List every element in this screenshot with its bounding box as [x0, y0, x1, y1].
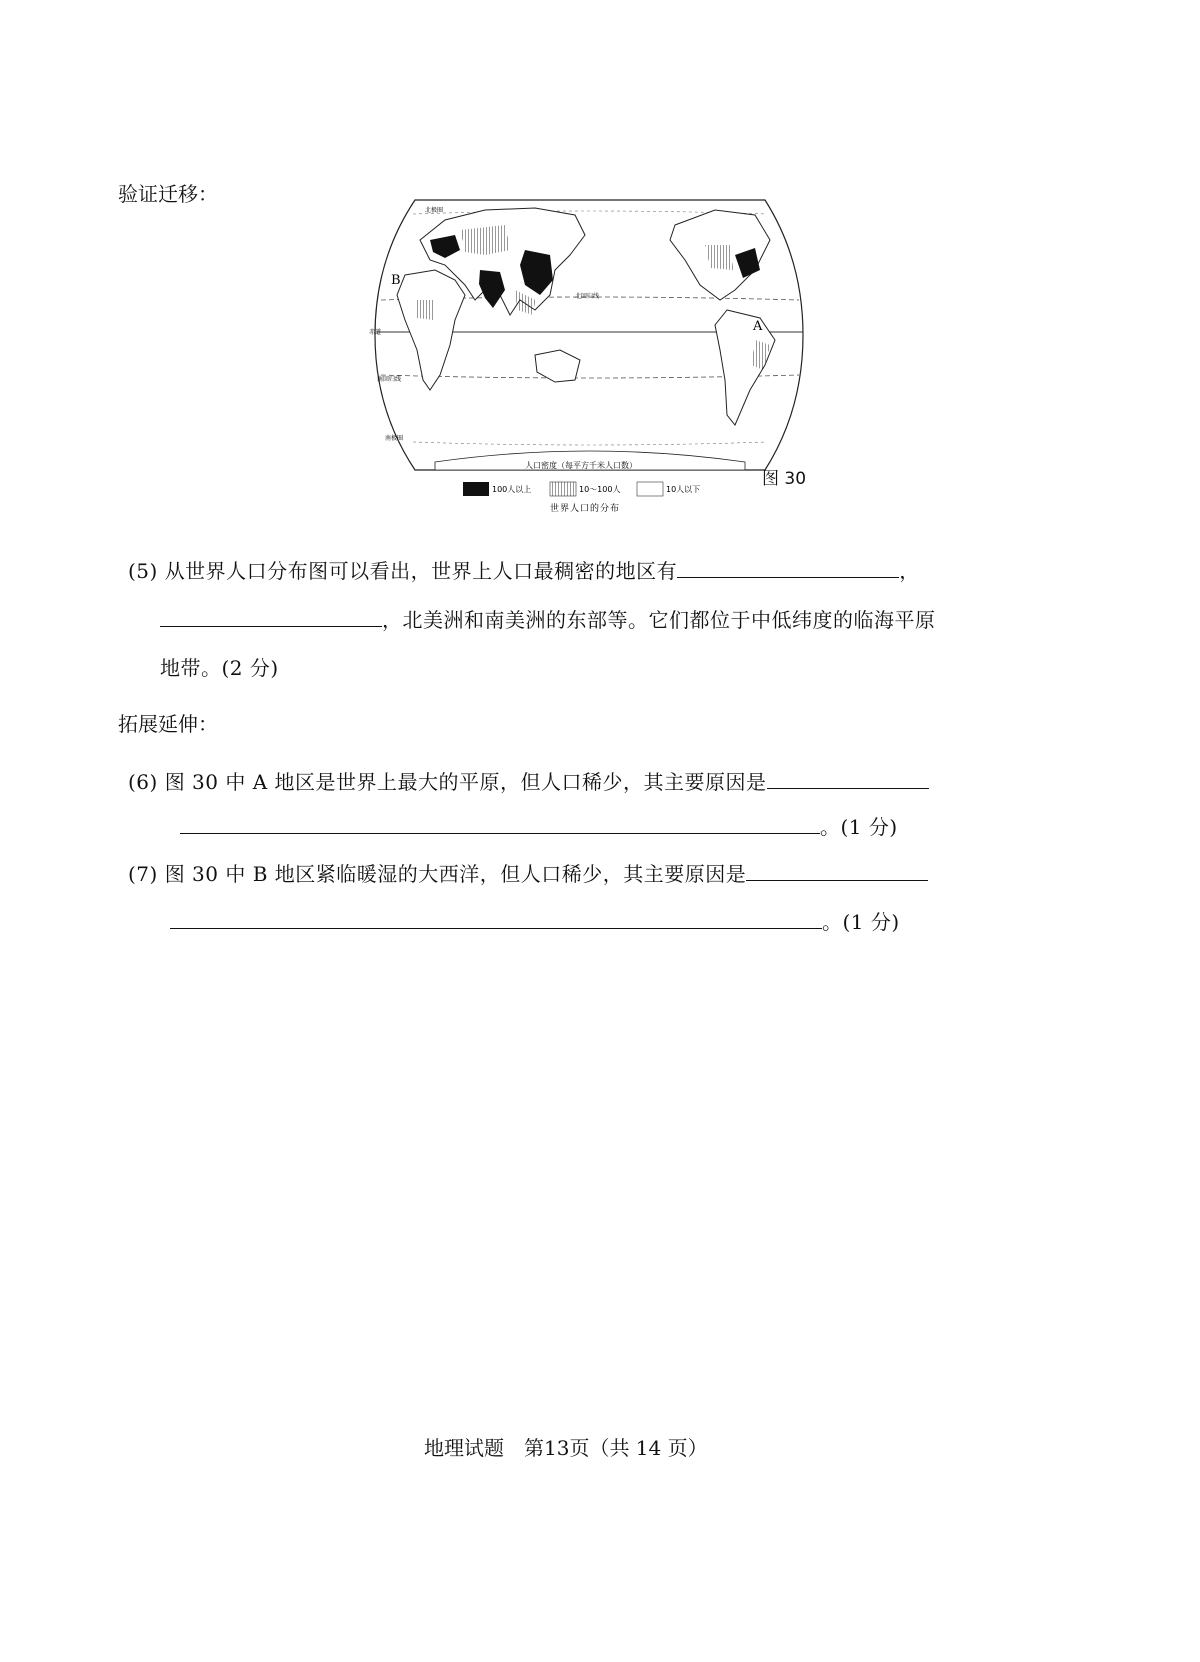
map-label-b: B [391, 273, 401, 288]
q7-answer-blank-2[interactable] [170, 908, 822, 929]
figure-number: 图 30 [762, 469, 807, 489]
legend-label-medium: 10～100人 [579, 485, 621, 494]
q7-prefix: (7) 图 30 中 B 地区紧临暖湿的大西洋，但人口稀少，其主要原因是 [128, 862, 747, 886]
map-caption: 世界人口的分布 [550, 504, 621, 514]
q5-suffix-2: ，北美洲和南美洲的东部等。它们都位于中低纬度的临海平原 [382, 608, 936, 632]
q6-answer-blank-1[interactable] [767, 768, 929, 789]
map-label-arctic-circle: 北极圈 [425, 207, 444, 214]
question-7-line-1 [128, 858, 928, 887]
map-label-a: A [753, 319, 763, 334]
q5-prefix: (5) 从世界人口分布图可以看出，世界上人口最稠密的地区有 [128, 559, 678, 583]
q6-answer-blank-2[interactable] [180, 813, 820, 834]
q6-prefix: (6) 图 30 中 A 地区是世界上最大的平原，但人口稀少，其主要原因是 [128, 770, 767, 794]
question-5-line-2 [160, 604, 936, 633]
legend-label-low: 10人以下 [666, 485, 701, 494]
q5-answer-blank-1[interactable] [677, 557, 899, 578]
q5-suffix-1: ， [899, 559, 920, 583]
section-title-verify: 验证迁移： [118, 182, 218, 206]
q7-answer-blank-1[interactable] [746, 860, 928, 881]
legend-swatch-high [463, 482, 489, 496]
world-population-map [369, 200, 805, 520]
map-label-antarctic-circle: 南极圈 [385, 435, 404, 442]
map-label-tropic-capricorn: 南回归线 [377, 376, 402, 383]
legend-swatch-medium [550, 482, 576, 496]
map-label-tropic-cancer: 北回归线 [575, 293, 600, 300]
question-5-line-1 [128, 555, 920, 584]
legend-title: 人口密度（每平方千米人口数） [525, 461, 637, 470]
medium-eurasia [460, 225, 510, 255]
medium-africa [415, 300, 435, 320]
question-6-line-1 [128, 766, 929, 795]
question-6-line-2 [180, 811, 898, 840]
question-7-line-2 [170, 906, 900, 935]
q6-suffix: 。(1 分) [820, 815, 898, 839]
legend-label-high: 100人以上 [492, 485, 532, 494]
q7-suffix: 。(1 分) [822, 910, 900, 934]
question-5-line-3: 地带。(2 分) [160, 656, 279, 680]
legend-swatch-low [637, 482, 663, 496]
q5-answer-blank-2[interactable] [160, 606, 382, 627]
map-label-equator: 赤道 [369, 329, 382, 336]
section-title-extend: 拓展延伸： [118, 712, 218, 736]
page-footer: 地理试题 第13页（共 14 页） [424, 1436, 708, 1460]
